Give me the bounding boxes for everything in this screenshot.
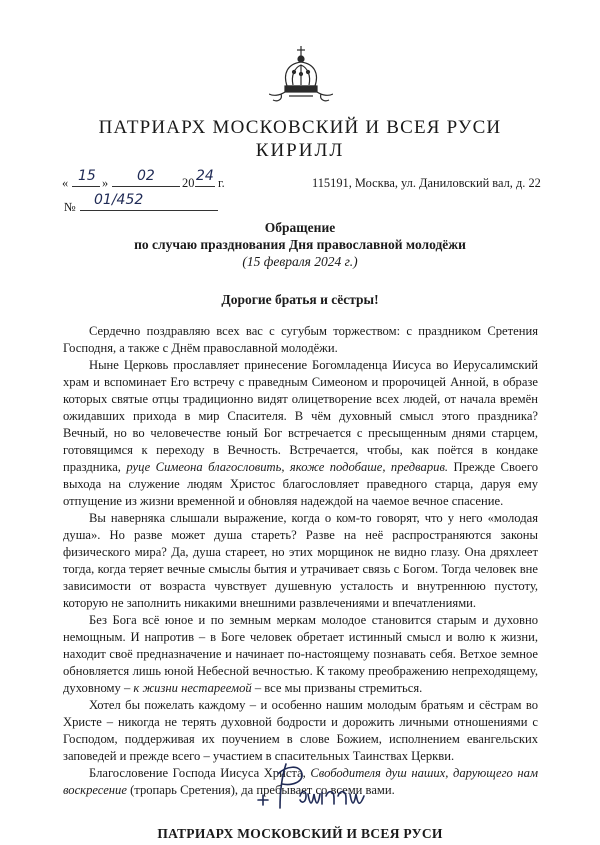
letter-body — [63, 323, 538, 799]
paragraph-6-text-b: (тропарь Сретения), да пребывает со всеми вами. — [126, 783, 395, 797]
date-month: 02 — [137, 168, 155, 184]
paragraph-4-text-a: Без Бога всё юное и по земным меркам молодое становится старым и духовно немощным. И напротив – в Боге человек обретает истинный смысл и волю к жизни, находит своё предназначение и начинает по-настоящему познавать себя. Ветхое земное обновляется лишь юной Небесной вечностью. К такому преображению непреходящему, духовному – — [63, 613, 538, 695]
handwritten-signature — [256, 756, 376, 816]
letterhead-title: ПАТРИАРХ МОСКОВСКИЙ И ВСЕЯ РУСИ — [98, 117, 502, 138]
letter-number: 01/452 — [94, 192, 144, 208]
paragraph-1: Сердечно поздравляю всех вас с сугубым торжеством: с праздником Сретения Господня, а также с Днём православной молодёжи. — [63, 324, 538, 355]
paragraph-2-text-b: Прежде Своего выхода на служение людям Христос благословляет праведного старца, даруя ему отпущение из жизни временной и обновляя надеждой на чаемое вечное спасение. — [63, 460, 539, 508]
paragraph-5: Хотел бы пожелать каждому – и особенно нашим молодым братьям и сёстрам во Христе – никогда не терять духовной бодрости и дорожить личными отношениями с Господом, поддерживая их поучением в слове Божием, исполнением евангельских заповедей и прежде всего – участием в спасительных Таинствах Церкви. — [63, 698, 538, 763]
paragraph-4 — [63, 612, 538, 697]
date-year-prefix: 20 — [182, 176, 195, 190]
heading-date: (15 февраля 2024 г.) — [242, 254, 358, 269]
paragraph-3: Вы наверняка слышали выражение, когда о ком-то говорят, что у него «молодая душа». Но разве может душа стареть? Разве на неё распространяются законы физического мира? Да, душа стареет, но этих морщинок не видно глазу. Она дряхлеет тогда, когда теряет вечные смыслы бытия и утрачивает связь с Богом. Тогда человек вне зависимости от возраста чувствует душевную усталость и внутреннюю пустоту, которую не заполнить никакими внешними развлечениями и впечатлениями. — [63, 511, 538, 610]
date-quote-open: « — [62, 176, 69, 190]
greeting: Дорогие братья и сёстры! — [221, 292, 379, 307]
footer-title: ПАТРИАРХ МОСКОВСКИЙ И ВСЕЯ РУСИ — [157, 826, 443, 841]
paragraph-2-text-a: Ныне Церковь прославляет принесение Богомладенца Иисуса во Иерусалимский храм и вспоминает Его встречу с праведным Симеоном и пророчицей Анной, в образе которых святые отцы традиционно видят олицетворение всех людей, от начала времён ожидавших прихода в мир Спасителя. В чём духовный смысл этого праздника? Вечный, но во человечестве юный Бог встречается с пресыщенным днями старцем, готовящимся к переходу в Вечность. Встречается, чтобы, как поётся в кондаке праздника, — [63, 358, 538, 474]
date-year-unit: г. — [218, 176, 225, 190]
heading-subtitle: по случаю празднования Дня православной молодёжи — [134, 237, 466, 252]
date-day: 15 — [78, 168, 96, 184]
heading-title: Обращение — [264, 220, 336, 235]
paragraph-2-quote: руце Симеона благословить, якоже подобаше, предварив. — [126, 460, 449, 474]
patriarch-crown-emblem — [269, 44, 333, 104]
paragraph-2 — [63, 357, 538, 510]
paragraph-4-text-b: – все мы призваны стремиться. — [251, 681, 423, 695]
paragraph-6-quote: Свободителя душ наших, дарующего нам воскресение — [63, 766, 538, 797]
date-quote-close: » — [102, 176, 109, 190]
letterhead-address: 115191, Москва, ул. Даниловский вал, д. 22 — [312, 176, 541, 190]
letterhead-name: КИРИЛЛ — [255, 140, 345, 161]
paragraph-4-quote: к жизни нестареемой — [133, 681, 252, 695]
paragraph-6-text-a: Благословение Господа Иисуса Христа, — [89, 766, 311, 780]
document-heading — [0, 219, 600, 270]
number-label: № — [64, 200, 76, 214]
date-year: 24 — [196, 168, 214, 184]
